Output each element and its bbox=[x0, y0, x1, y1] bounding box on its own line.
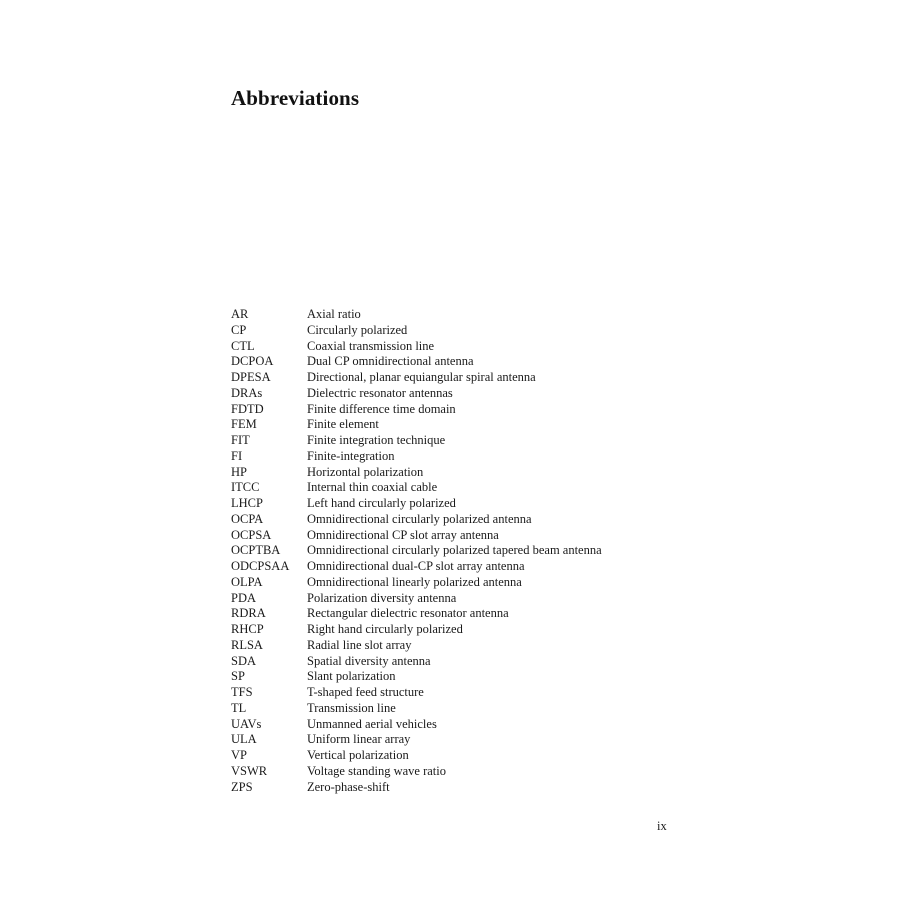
abbreviation-definition: Circularly polarized bbox=[307, 322, 408, 337]
abbreviation-definition: Right hand circularly polarized bbox=[307, 622, 463, 636]
abbreviation-row bbox=[231, 654, 602, 670]
abbreviation-definition: Polarization diversity antenna bbox=[307, 590, 457, 605]
abbreviation-term: DPESA bbox=[231, 370, 271, 384]
abbreviation-row bbox=[231, 591, 602, 607]
abbreviation-term: DCPOA bbox=[231, 354, 274, 369]
abbreviation-definition: Unmanned aerial vehicles bbox=[307, 716, 437, 731]
abbreviation-term: FI bbox=[231, 448, 243, 463]
abbreviation-definition: Radial line slot array bbox=[307, 637, 412, 652]
abbreviation-definition: Finite-integration bbox=[307, 448, 395, 463]
abbreviation-definition: Axial ratio bbox=[307, 307, 361, 321]
abbreviation-row bbox=[231, 512, 602, 528]
abbreviation-definition: Left hand circularly polarized bbox=[307, 496, 456, 510]
abbreviation-term: RLSA bbox=[231, 637, 263, 652]
abbreviation-definition: Zero-phase-shift bbox=[307, 779, 390, 794]
abbreviation-definition: Coaxial transmission line bbox=[307, 338, 435, 353]
abbreviation-row bbox=[231, 559, 602, 575]
abbreviation-row bbox=[231, 685, 602, 701]
abbreviation-term: OLPA bbox=[231, 574, 263, 589]
abbreviation-definition: Transmission line bbox=[307, 700, 396, 715]
abbreviation-term: OCPSA bbox=[231, 527, 272, 542]
abbreviation-definition: Omnidirectional CP slot array antenna bbox=[307, 527, 499, 542]
abbreviation-term: SDA bbox=[231, 653, 257, 668]
abbreviation-row bbox=[231, 339, 602, 355]
abbreviation-term: PDA bbox=[231, 590, 257, 605]
abbreviation-row bbox=[231, 386, 602, 402]
abbreviation-term: FIT bbox=[231, 433, 250, 447]
abbreviation-definition: Directional, planar equiangular spiral antenna bbox=[307, 370, 536, 384]
page-title: Abbreviations bbox=[231, 86, 360, 110]
abbreviation-term: ODCPSAA bbox=[231, 559, 290, 573]
abbreviation-definition: Finite difference time domain bbox=[307, 401, 456, 416]
abbreviation-term: VSWR bbox=[231, 763, 268, 778]
abbreviation-row bbox=[231, 748, 602, 764]
abbreviation-row bbox=[231, 575, 602, 591]
abbreviation-row bbox=[231, 543, 602, 559]
abbreviation-term: CP bbox=[231, 322, 247, 337]
abbreviation-term: RDRA bbox=[231, 606, 266, 621]
abbreviation-definition: Uniform linear array bbox=[307, 732, 411, 747]
abbreviation-row bbox=[231, 732, 602, 748]
abbreviation-list bbox=[231, 307, 602, 795]
abbreviation-row bbox=[231, 780, 602, 796]
abbreviation-definition: Vertical polarization bbox=[307, 748, 409, 762]
abbreviation-term: ITCC bbox=[231, 480, 260, 495]
abbreviation-term: TL bbox=[231, 700, 247, 715]
abbreviation-term: RHCP bbox=[231, 622, 264, 636]
abbreviation-definition: Dual CP omnidirectional antenna bbox=[307, 354, 474, 369]
abbreviation-row bbox=[231, 449, 602, 465]
abbreviation-term: ULA bbox=[231, 732, 257, 747]
abbreviation-term: DRAs bbox=[231, 385, 263, 400]
abbreviation-definition: Spatial diversity antenna bbox=[307, 653, 431, 668]
abbreviation-term: SP bbox=[231, 669, 245, 684]
abbreviation-row bbox=[231, 638, 602, 654]
abbreviation-definition: Omnidirectional linearly polarized antenna bbox=[307, 574, 522, 589]
abbreviation-definition: Dielectric resonator antennas bbox=[307, 385, 453, 400]
abbreviation-row bbox=[231, 307, 602, 323]
abbreviation-term: OCPA bbox=[231, 511, 264, 526]
abbreviation-term: FEM bbox=[231, 417, 257, 432]
abbreviation-definition: Horizontal polarization bbox=[307, 464, 424, 479]
abbreviation-row bbox=[231, 354, 602, 370]
abbreviation-row bbox=[231, 433, 602, 449]
abbreviation-term: AR bbox=[231, 307, 249, 321]
abbreviation-definition: Voltage standing wave ratio bbox=[307, 763, 446, 778]
abbreviation-row bbox=[231, 496, 602, 512]
abbreviation-definition: Rectangular dielectric resonator antenna bbox=[307, 606, 509, 621]
abbreviation-row bbox=[231, 465, 602, 481]
abbreviation-row bbox=[231, 669, 602, 685]
abbreviation-term: LHCP bbox=[231, 496, 263, 510]
abbreviation-row bbox=[231, 480, 602, 496]
abbreviation-row bbox=[231, 528, 602, 544]
abbreviation-row bbox=[231, 701, 602, 717]
abbreviation-row bbox=[231, 606, 602, 622]
abbreviation-definition: Omnidirectional circularly polarized tapered beam antenna bbox=[307, 543, 602, 558]
abbreviation-row bbox=[231, 717, 602, 733]
abbreviation-term: VP bbox=[231, 748, 247, 762]
abbreviation-term: ZPS bbox=[231, 779, 253, 794]
abbreviation-definition: Internal thin coaxial cable bbox=[307, 480, 438, 495]
abbreviation-definition: Omnidirectional dual-CP slot array antenna bbox=[307, 559, 525, 573]
abbreviation-row bbox=[231, 323, 602, 339]
abbreviation-term: OCPTBA bbox=[231, 543, 281, 558]
abbreviation-definition: Slant polarization bbox=[307, 669, 396, 684]
abbreviation-row bbox=[231, 402, 602, 418]
abbreviation-term: HP bbox=[231, 464, 247, 479]
abbreviation-term: CTL bbox=[231, 338, 255, 353]
abbreviation-term: UAVs bbox=[231, 716, 262, 731]
abbreviation-row bbox=[231, 764, 602, 780]
abbreviation-definition: Omnidirectional circularly polarized antenna bbox=[307, 511, 532, 526]
abbreviation-term: FDTD bbox=[231, 401, 264, 416]
abbreviation-definition: T-shaped feed structure bbox=[307, 685, 424, 699]
abbreviation-row bbox=[231, 370, 602, 386]
abbreviation-term: TFS bbox=[231, 685, 253, 699]
abbreviation-definition: Finite integration technique bbox=[307, 433, 446, 447]
abbreviation-definition: Finite element bbox=[307, 417, 379, 432]
page-number: ix bbox=[657, 819, 667, 833]
abbreviation-row bbox=[231, 622, 602, 638]
abbreviation-row bbox=[231, 417, 602, 433]
